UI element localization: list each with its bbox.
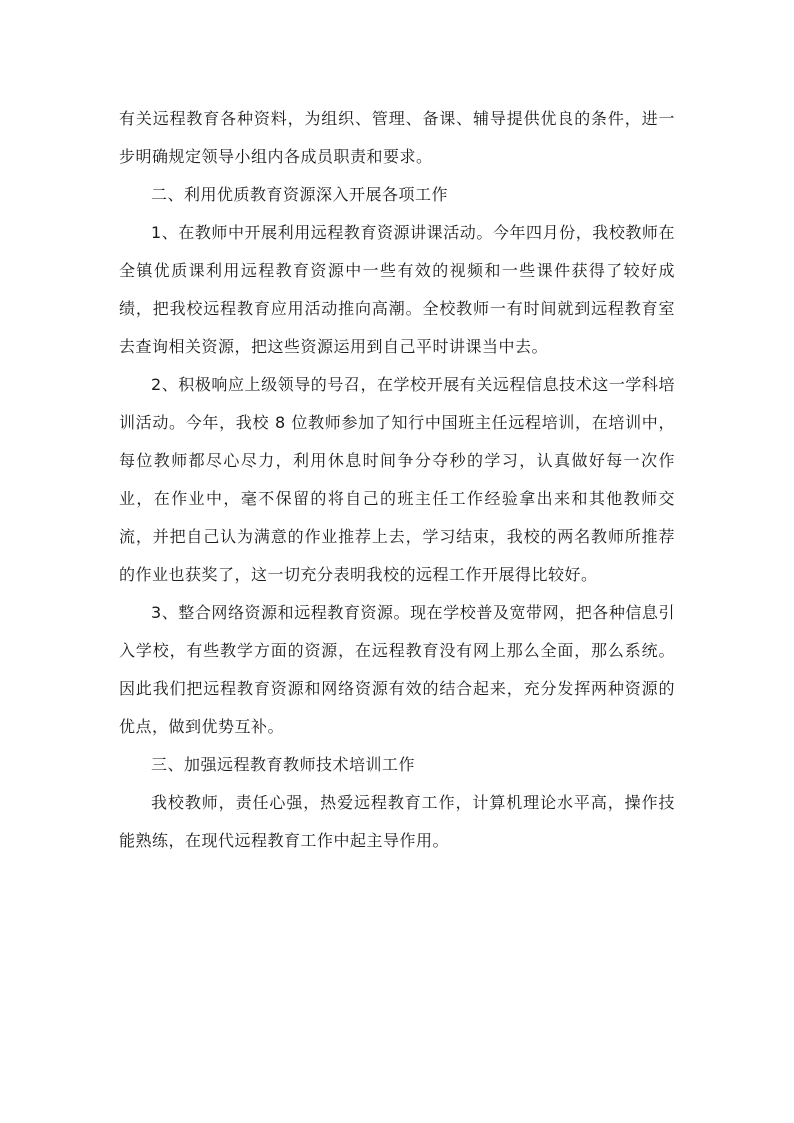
section-heading-2: 二、利用优质教育资源深入开展各项工作 [151, 185, 449, 204]
paragraph-item-2: 2、积极响应上级领导的号召，在学校开展有关远程信息技术这一学科培训活动。今年，我校 8 位教师参加了知行中国班主任远程培训，在培训中，每位教师都尽心尽力，利用休息时间争分夺秒的学习，认真做好每一次作业，在作业中，毫不保留的将自己的班主任工作经验拿出来和其他教师交流，并把自己认为满意的作业推荐上去，学习结束，我校的两名教师所推荐的作业也获奖了，这一切充分表明我校的远程工作开展得比较好。 [119, 375, 675, 584]
paragraph-item-3: 3、整合网络资源和远程教育资源。现在学校普及宽带网，把各种信息引入学校，有些教学方面的资源，在远程教育没有网上那么全面，那么系统。因此我们把远程教育资源和网络资源有效的结合起来，充分发挥两种资源的优点，做到优势互补。 [119, 603, 675, 736]
paragraph-item-1: 1、在教师中开展利用远程教育资源讲课活动。今年四月份，我校教师在全镇优质课利用远程教育资源中一些有效的视频和一些课件获得了较好成绩，把我校远程教育应用活动推向高潮。全校教师一有时间就到远程教育室去查询相关资源，把这些资源运用到自己平时讲课当中去。 [119, 223, 675, 356]
document-page [119, 100, 675, 860]
paragraph-continuation: 有关远程教育各种资料，为组织、管理、备课、辅导提供优良的条件，进一步明确规定领导小组内各成员职责和要求。 [119, 109, 675, 166]
section-heading-3: 三、加强远程教育教师技术培训工作 [151, 755, 416, 774]
paragraph-teachers: 我校教师，责任心强，热爱远程教育工作，计算机理论水平高，操作技能熟练，在现代远程教育工作中起主导作用。 [119, 793, 675, 850]
